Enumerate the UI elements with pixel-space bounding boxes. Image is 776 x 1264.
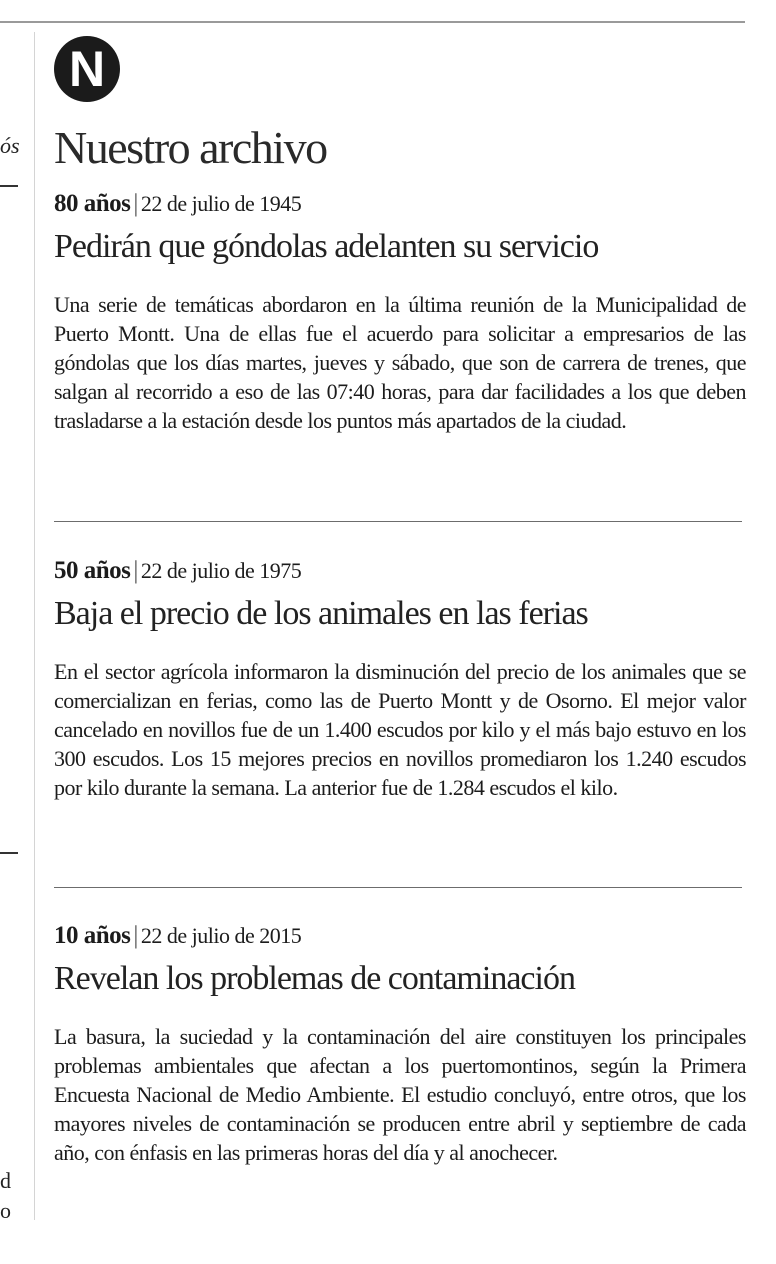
entry-meta xyxy=(54,188,746,220)
entry-years: 50 años xyxy=(54,557,131,584)
left-column-fragment: o xyxy=(0,1198,11,1223)
meta-separator: | xyxy=(133,190,138,217)
logo-letter: N xyxy=(68,41,106,97)
entry-years: 10 años xyxy=(54,922,131,949)
archive-entry xyxy=(54,555,746,802)
archive-entry xyxy=(54,188,746,435)
archive-entry xyxy=(54,920,746,1167)
entry-divider xyxy=(54,887,742,888)
left-column-fragment: ós xyxy=(0,133,20,158)
entry-body: En el sector agrícola informaron la disminución del precio de los animales que se comercializan en ferias, como las de Puerto Montt y de Osorno. El mejor valor cancelado en novillos fue de un 1.400 escudos por kilo y el más bajo estuvo en los 300 escudos. Los 15 mejores precios en novillos promediaron los 1.240 escudos por kilo durante la semana. La anterior fue de 1.284 escudos el kilo. xyxy=(54,659,746,800)
top-rule xyxy=(0,21,745,23)
entry-date: 22 de julio de 1945 xyxy=(140,191,302,216)
entry-years: 80 años xyxy=(54,190,131,217)
section-title: Nuestro archivo xyxy=(54,122,327,173)
entry-date: 22 de julio de 2015 xyxy=(140,923,302,948)
entry-headline: Pedirán que góndolas adelanten su servicio xyxy=(54,228,599,265)
entry-body: La basura, la suciedad y la contaminación del aire constituyen los principales problemas ambientales que afectan a los puertomontinos, según la Primera Encuesta Nacional de Medio Ambiente. El estudio concluyó, entre otros, que los mayores niveles de contaminación se producen entre abril y septiembre de cada año, con énfasis en las primeras horas del día y al anochecer. xyxy=(54,1024,746,1165)
entry-divider xyxy=(54,521,742,522)
entry-headline: Revelan los problemas de contaminación xyxy=(54,960,575,997)
left-column-rule xyxy=(0,852,18,854)
archive-logo xyxy=(54,36,120,102)
entry-date: 22 de julio de 1975 xyxy=(140,558,302,583)
meta-separator: | xyxy=(133,557,138,584)
meta-separator: | xyxy=(133,922,138,949)
entry-meta xyxy=(54,920,746,952)
entry-meta xyxy=(54,555,746,587)
column-divider xyxy=(34,32,35,1220)
left-column-fragment: d xyxy=(0,1168,11,1193)
entry-body: Una serie de temáticas abordaron en la última reunión de la Municipalidad de Puerto Montt. Una de ellas fue el acuerdo para solicitar a empresarios de las góndolas que los días martes, jueves y sábado, que son de carrera de trenes, que salgan al recorrido a eso de las 07:40 horas, para dar facilidades a los que deben trasladarse a la estación desde los puntos más apartados de la ciudad. xyxy=(54,292,746,433)
left-column-rule xyxy=(0,185,18,187)
entry-headline: Baja el precio de los animales en las ferias xyxy=(54,595,588,632)
